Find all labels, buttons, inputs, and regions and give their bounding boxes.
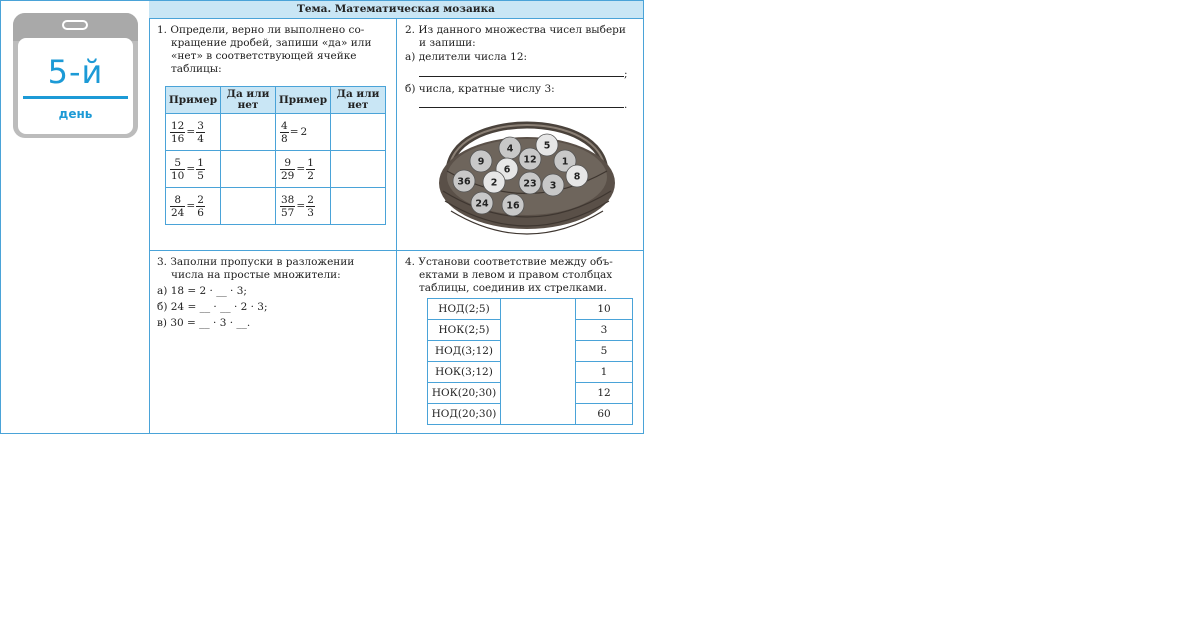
task-2-part-a: а) делители числа 12:: [405, 51, 528, 63]
answer-cell[interactable]: [221, 114, 276, 151]
right-item[interactable]: 10: [576, 299, 633, 320]
left-item[interactable]: НОД(2;5): [428, 299, 501, 320]
number-ball-label: 2: [490, 177, 498, 189]
table-row: [166, 114, 386, 151]
task-3-item-c[interactable]: в) 30 = __ · 3 · __.: [157, 317, 251, 329]
answer-cell[interactable]: [331, 114, 386, 151]
task-1-line: таблицы:: [171, 63, 222, 75]
task-4-line: таблицы, соединив их стрелками.: [419, 282, 607, 294]
numerator: 9: [280, 157, 295, 170]
denominator: 8: [281, 132, 288, 145]
task-1: [149, 19, 397, 251]
day-label: день: [58, 107, 93, 121]
task-1-line: 1. Определи, верно ли выполнено со-: [157, 24, 365, 36]
number-ball-label: 12: [523, 154, 537, 166]
number-ball-label: 24: [475, 198, 489, 210]
task-1-line: «нет» в соответствующей ячейке: [171, 50, 357, 62]
number-ball-label: 16: [506, 200, 520, 212]
equals-sign: =: [296, 162, 306, 175]
day-number: 5-й: [47, 53, 104, 91]
table-row: [166, 188, 386, 225]
equals-sign: =: [296, 199, 306, 212]
right-item[interactable]: 5: [576, 341, 633, 362]
basket-image: [437, 111, 617, 236]
header-yes-no: Да или нет: [221, 87, 276, 114]
number-ball-label: 6: [503, 164, 511, 176]
task-2-text: [405, 24, 637, 112]
left-item[interactable]: НОК(20;30): [428, 383, 501, 404]
punct: ;: [624, 68, 628, 80]
denominator: 5: [197, 169, 204, 182]
left-item[interactable]: НОД(3;12): [428, 341, 501, 362]
task-3-text: [157, 256, 390, 330]
answer-line-b[interactable]: [419, 97, 624, 108]
task-4-text: [405, 256, 637, 295]
right-item[interactable]: 1: [576, 362, 633, 383]
task-1-line: кращение дробей, запиши «да» или: [171, 37, 372, 49]
numerator: 3: [197, 119, 204, 132]
denominator: 57: [281, 206, 295, 219]
numerator: 5: [170, 157, 185, 170]
denominator: 16: [171, 132, 185, 145]
arrow-area[interactable]: [501, 299, 576, 425]
right-item[interactable]: 12: [576, 383, 633, 404]
fractions-table: [165, 86, 386, 225]
equals-sign: =: [186, 125, 196, 138]
equals-sign: =: [186, 162, 196, 175]
task-4-line: 4. Установи соответствие между объ-: [405, 256, 613, 268]
table-row: [428, 299, 633, 320]
denominator: 4: [197, 132, 204, 145]
day-column: [1, 1, 150, 433]
matching-table: [427, 298, 633, 425]
answer-cell[interactable]: [331, 188, 386, 225]
calendar-ring-icon: [62, 20, 88, 30]
worksheet: [0, 0, 644, 434]
task-3: [149, 251, 397, 433]
number-ball-label: 36: [457, 176, 471, 188]
table-row: [166, 151, 386, 188]
task-3-item-a[interactable]: а) 18 = 2 · __ · 3;: [157, 285, 247, 297]
denominator: 10: [171, 169, 185, 182]
right-item[interactable]: 3: [576, 320, 633, 341]
answer-cell[interactable]: [331, 151, 386, 188]
example-cell: [276, 114, 331, 151]
answer-line-a[interactable]: [419, 66, 624, 77]
left-item[interactable]: НОК(3;12): [428, 362, 501, 383]
example-cell: [276, 188, 331, 225]
number-ball-label: 1: [561, 156, 569, 168]
answer-cell[interactable]: [221, 188, 276, 225]
left-item[interactable]: НОК(2;5): [428, 320, 501, 341]
number-ball-label: 8: [573, 171, 581, 183]
task-4-line: ектами в левом и правом столбцах: [419, 269, 613, 281]
topic-title: Тема. Математическая мозаика: [149, 1, 643, 19]
numerator: 8: [170, 194, 185, 207]
day-underline: [23, 96, 128, 99]
header-example: Пример: [166, 87, 221, 114]
number-ball-label: 5: [543, 140, 551, 152]
numerator: 4: [281, 119, 288, 132]
example-cell: [166, 114, 221, 151]
numerator: 2: [197, 193, 204, 206]
task-1-text: [157, 24, 390, 76]
left-item[interactable]: НОД(20;30): [428, 404, 501, 425]
example-cell: [276, 151, 331, 188]
task-2-part-b: б) числа, кратные числу 3:: [405, 83, 555, 95]
task-2-line: и запиши:: [419, 37, 476, 49]
denominator: 6: [197, 206, 204, 219]
task-3-line: 3. Заполни пропуски в разложении: [157, 256, 355, 268]
denominator: 3: [307, 206, 314, 219]
number-ball-label: 4: [506, 143, 514, 155]
task-3-line: числа на простые множители:: [171, 269, 341, 281]
numerator: 1: [197, 156, 204, 169]
task-2-line: 2. Из данного множества чисел выбери: [405, 24, 626, 36]
equals-sign: =: [186, 199, 196, 212]
header-example: Пример: [276, 87, 331, 114]
number-ball-label: 23: [523, 178, 537, 190]
answer-cell[interactable]: [221, 151, 276, 188]
example-cell: [166, 188, 221, 225]
result-value: 2: [300, 125, 308, 138]
number-ball-label: 9: [477, 156, 485, 168]
task-3-item-b[interactable]: б) 24 = __ · __ · 2 · 3;: [157, 301, 268, 313]
numerator: 12: [171, 119, 185, 132]
numerator: 2: [307, 193, 314, 206]
numerator: 1: [307, 156, 314, 169]
task-2: [397, 19, 643, 251]
right-item[interactable]: 60: [576, 404, 633, 425]
equals-sign: =: [289, 125, 299, 138]
number-ball-label: 3: [549, 180, 557, 192]
example-cell: [166, 151, 221, 188]
denominator: 2: [307, 169, 314, 182]
header-yes-no: Да или нет: [331, 87, 386, 114]
task-4: [397, 251, 643, 433]
punct: .: [624, 99, 628, 111]
calendar-icon: [13, 13, 138, 138]
numerator: 38: [281, 193, 295, 206]
denominator: 29: [281, 169, 295, 182]
denominator: 24: [171, 206, 185, 219]
